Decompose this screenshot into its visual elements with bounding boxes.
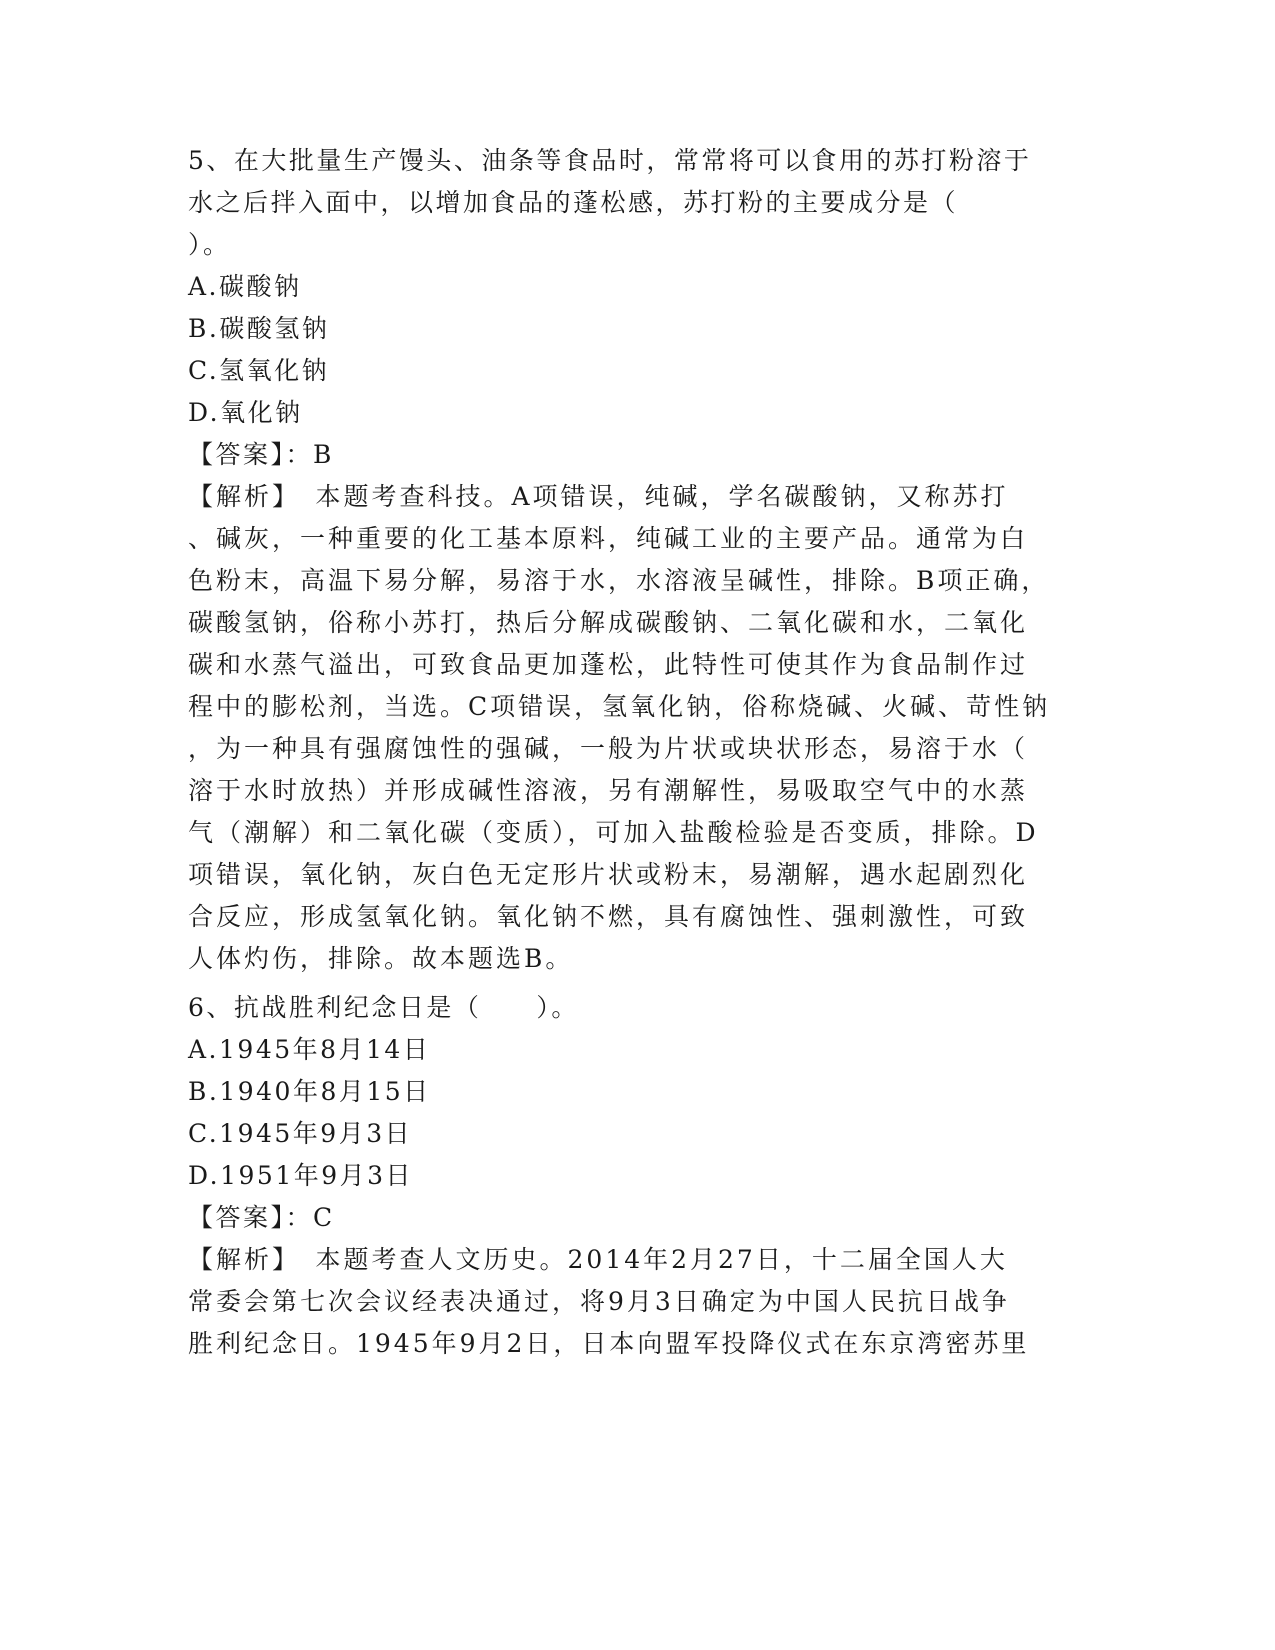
question-6-option-b: B.1940年8月15日 <box>188 1077 431 1106</box>
question-6-answer: 【答案】：C <box>188 1203 335 1232</box>
question-5-analysis-line: 色粉末，高温下易分解，易溶于水，水溶液呈碱性，排除。B项正确， <box>188 566 1050 595</box>
question-5-option-d: D.氧化钠 <box>188 398 303 427</box>
question-6-analysis-line: 胜利纪念日。1945年9月2日，日本向盟军投降仪式在东京湾密苏里 <box>188 1329 1030 1358</box>
question-5-analysis-line: 碳和水蒸气溢出，可致食品更加蓬松，此特性可使其作为食品制作过 <box>188 650 1029 679</box>
question-5-option-b: B.碳酸氢钠 <box>188 314 330 343</box>
question-5-answer: 【答案】：B <box>188 440 334 469</box>
question-5-analysis-line: 溶于水时放热）并形成碱性溶液，另有潮解性，易吸取空气中的水蒸 <box>188 776 1029 805</box>
question-5-analysis-line: 、碱灰，一种重要的化工基本原料，纯碱工业的主要产品。通常为白 <box>188 524 1029 553</box>
question-5-option-c: C.氢氧化钠 <box>188 356 330 385</box>
question-5-stem-line-2: 水之后拌入面中，以增加食品的蓬松感，苏打粉的主要成分是（ <box>188 188 959 217</box>
question-5-analysis-line: 人体灼伤，排除。故本题选B。 <box>188 944 574 973</box>
question-5-analysis-line: 程中的膨松剂，当选。C项错误，氢氧化钠，俗称烧碱、火碱、苛性钠 <box>188 692 1051 721</box>
question-5-stem-line-3: ）。 <box>188 230 231 259</box>
question-5-stem-line-1: 5、在大批量生产馒头、油条等食品时，常常将可以食用的苏打粉溶于 <box>188 146 1032 175</box>
question-5-analysis-line: 【解析】 本题考查科技。A项错误，纯碱，学名碳酸钠，又称苏打 <box>188 482 1009 511</box>
question-5-analysis-line: 项错误，氧化钠，灰白色无定形片状或粉末，易潮解，遇水起剧烈化 <box>188 860 1029 889</box>
question-5-analysis-line: 气（潮解）和二氧化碳（变质），可加入盐酸检验是否变质，排除。D <box>188 818 1039 847</box>
question-6-stem-line-1: 6、抗战胜利纪念日是（ ）。 <box>188 993 579 1022</box>
question-5-analysis-line: 碳酸氢钠，俗称小苏打，热后分解成碳酸钠、二氧化碳和水，二氧化 <box>188 608 1029 637</box>
question-6-option-c: C.1945年9月3日 <box>188 1119 413 1148</box>
question-5-analysis-line: ，为一种具有强腐蚀性的强碱，一般为片状或块状形态，易溶于水（ <box>188 734 1029 763</box>
question-6-option-a: A.1945年8月14日 <box>188 1035 431 1064</box>
question-5-option-a: A.碳酸钠 <box>188 272 302 301</box>
question-6-analysis-line: 【解析】 本题考查人文历史。2014年2月27日，十二届全国人大 <box>188 1245 1008 1274</box>
question-6-option-d: D.1951年9月3日 <box>188 1161 414 1190</box>
question-5-analysis-line: 合反应，形成氢氧化钠。氧化钠不燃，具有腐蚀性、强刺激性，可致 <box>188 902 1029 931</box>
question-6-analysis-line: 常委会第七次会议经表决通过，将9月3日确定为中国人民抗日战争 <box>188 1287 1010 1316</box>
